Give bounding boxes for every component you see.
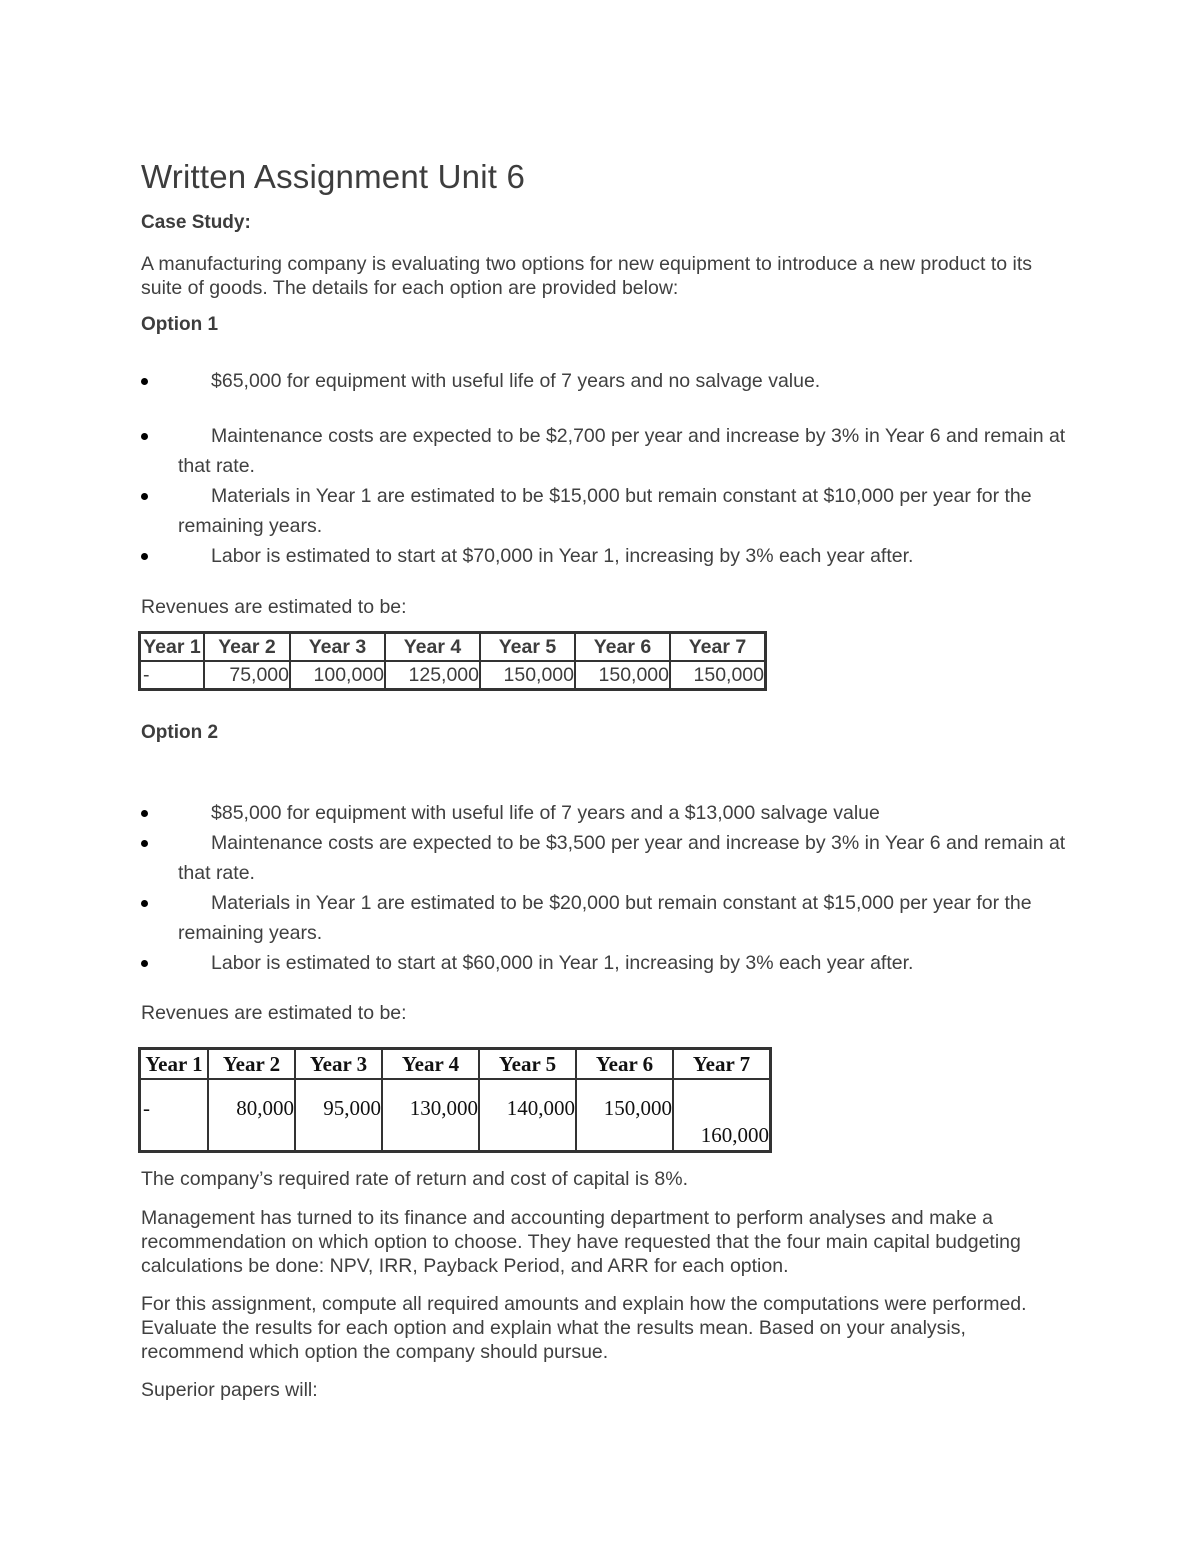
bullet-icon: [141, 960, 148, 967]
bullet-icon: [141, 810, 148, 817]
bullet-icon: [141, 493, 148, 500]
table-cell: 100,000: [290, 661, 385, 690]
table-header-cell: Year 5: [479, 1049, 576, 1080]
table-header-cell: Year 3: [295, 1049, 382, 1080]
table-cell: 95,000: [295, 1079, 382, 1152]
bullet-icon: [141, 433, 148, 440]
intro-paragraph: A manufacturing company is evaluating two options for new equipment to introduce a new product to its suite of goods. The details for each option are provided below:: [141, 253, 1033, 299]
option1-revenue-table: [138, 631, 767, 691]
option2-bullet-list: [141, 798, 1071, 978]
table-header-cell: Year 1: [140, 1049, 209, 1080]
option1-bullet-list: [141, 366, 1071, 571]
assignment-paragraph: For this assignment, compute all required amounts and explain how the computations were performed. Evaluate the results for each option and explain what the results mean. Based on your analysis, recommend which option the company should pursue.: [141, 1293, 1027, 1363]
table-cell: 160,000: [673, 1079, 771, 1152]
table-cell: 75,000: [204, 661, 290, 690]
table-header-row: [140, 1049, 771, 1080]
table-header-cell: Year 7: [670, 633, 766, 662]
table-header-cell: Year 1: [140, 633, 205, 662]
rate-paragraph: The company’s required rate of return and cost of capital is 8%.: [141, 1168, 689, 1190]
table-row: [140, 661, 766, 690]
bullet-icon: [141, 553, 148, 560]
option2-revenue-table: [138, 1047, 772, 1153]
table-header-cell: Year 2: [208, 1049, 295, 1080]
table-cell: 80,000: [208, 1079, 295, 1152]
option2-heading: Option 2: [141, 722, 219, 743]
superior-papers-label: Superior papers will:: [141, 1379, 318, 1401]
bullet-icon: [141, 840, 148, 847]
table-cell: -: [140, 661, 205, 690]
list-item: $65,000 for equipment with useful life of 7 years and no salvage value.: [141, 366, 1071, 396]
table-header-cell: Year 6: [576, 1049, 673, 1080]
option1-revenues-label: Revenues are estimated to be:: [141, 596, 407, 618]
list-item: Labor is estimated to start at $70,000 in Year 1, increasing by 3% each year after.: [141, 541, 1071, 571]
list-item: Maintenance costs are expected to be $2,700 per year and increase by 3% in Year 6 and remain at that rate.: [141, 421, 1071, 481]
option2-revenues-label: Revenues are estimated to be:: [141, 1002, 407, 1024]
list-item: Maintenance costs are expected to be $3,500 per year and increase by 3% in Year 6 and remain at that rate.: [141, 828, 1071, 888]
table-header-cell: Year 2: [204, 633, 290, 662]
document-title: Written Assignment Unit 6: [141, 158, 526, 195]
table-cell: 125,000: [385, 661, 480, 690]
list-item: $85,000 for equipment with useful life of 7 years and a $13,000 salvage value: [141, 798, 1071, 828]
table-header-cell: Year 4: [382, 1049, 479, 1080]
option1-heading: Option 1: [141, 314, 219, 335]
list-item: Materials in Year 1 are estimated to be $20,000 but remain constant at $15,000 per year for the remaining years.: [141, 888, 1071, 948]
table-header-cell: Year 4: [385, 633, 480, 662]
bullet-icon: [141, 378, 148, 385]
bullet-icon: [141, 900, 148, 907]
list-item: Labor is estimated to start at $60,000 in Year 1, increasing by 3% each year after.: [141, 948, 1071, 978]
table-row: [140, 1079, 771, 1152]
table-cell: 130,000: [382, 1079, 479, 1152]
table-cell: 150,000: [576, 1079, 673, 1152]
table-cell: 140,000: [479, 1079, 576, 1152]
table-cell: 150,000: [670, 661, 766, 690]
table-header-cell: Year 6: [575, 633, 670, 662]
table-cell: 150,000: [575, 661, 670, 690]
case-study-label: Case Study:: [141, 212, 251, 233]
table-header-cell: Year 7: [673, 1049, 771, 1080]
list-item: Materials in Year 1 are estimated to be $15,000 but remain constant at $10,000 per year for the remaining years.: [141, 481, 1071, 541]
table-header-row: [140, 633, 766, 662]
table-header-cell: Year 5: [480, 633, 575, 662]
management-paragraph: Management has turned to its finance and accounting department to perform analyses and make a recommendation on which option to choose. They have requested that the four main capital budgeting calculations be done: NPV, IRR, Payback Period, and ARR for each option.: [141, 1207, 1021, 1277]
table-cell: 150,000: [480, 661, 575, 690]
table-cell: -: [140, 1079, 209, 1152]
table-header-cell: Year 3: [290, 633, 385, 662]
